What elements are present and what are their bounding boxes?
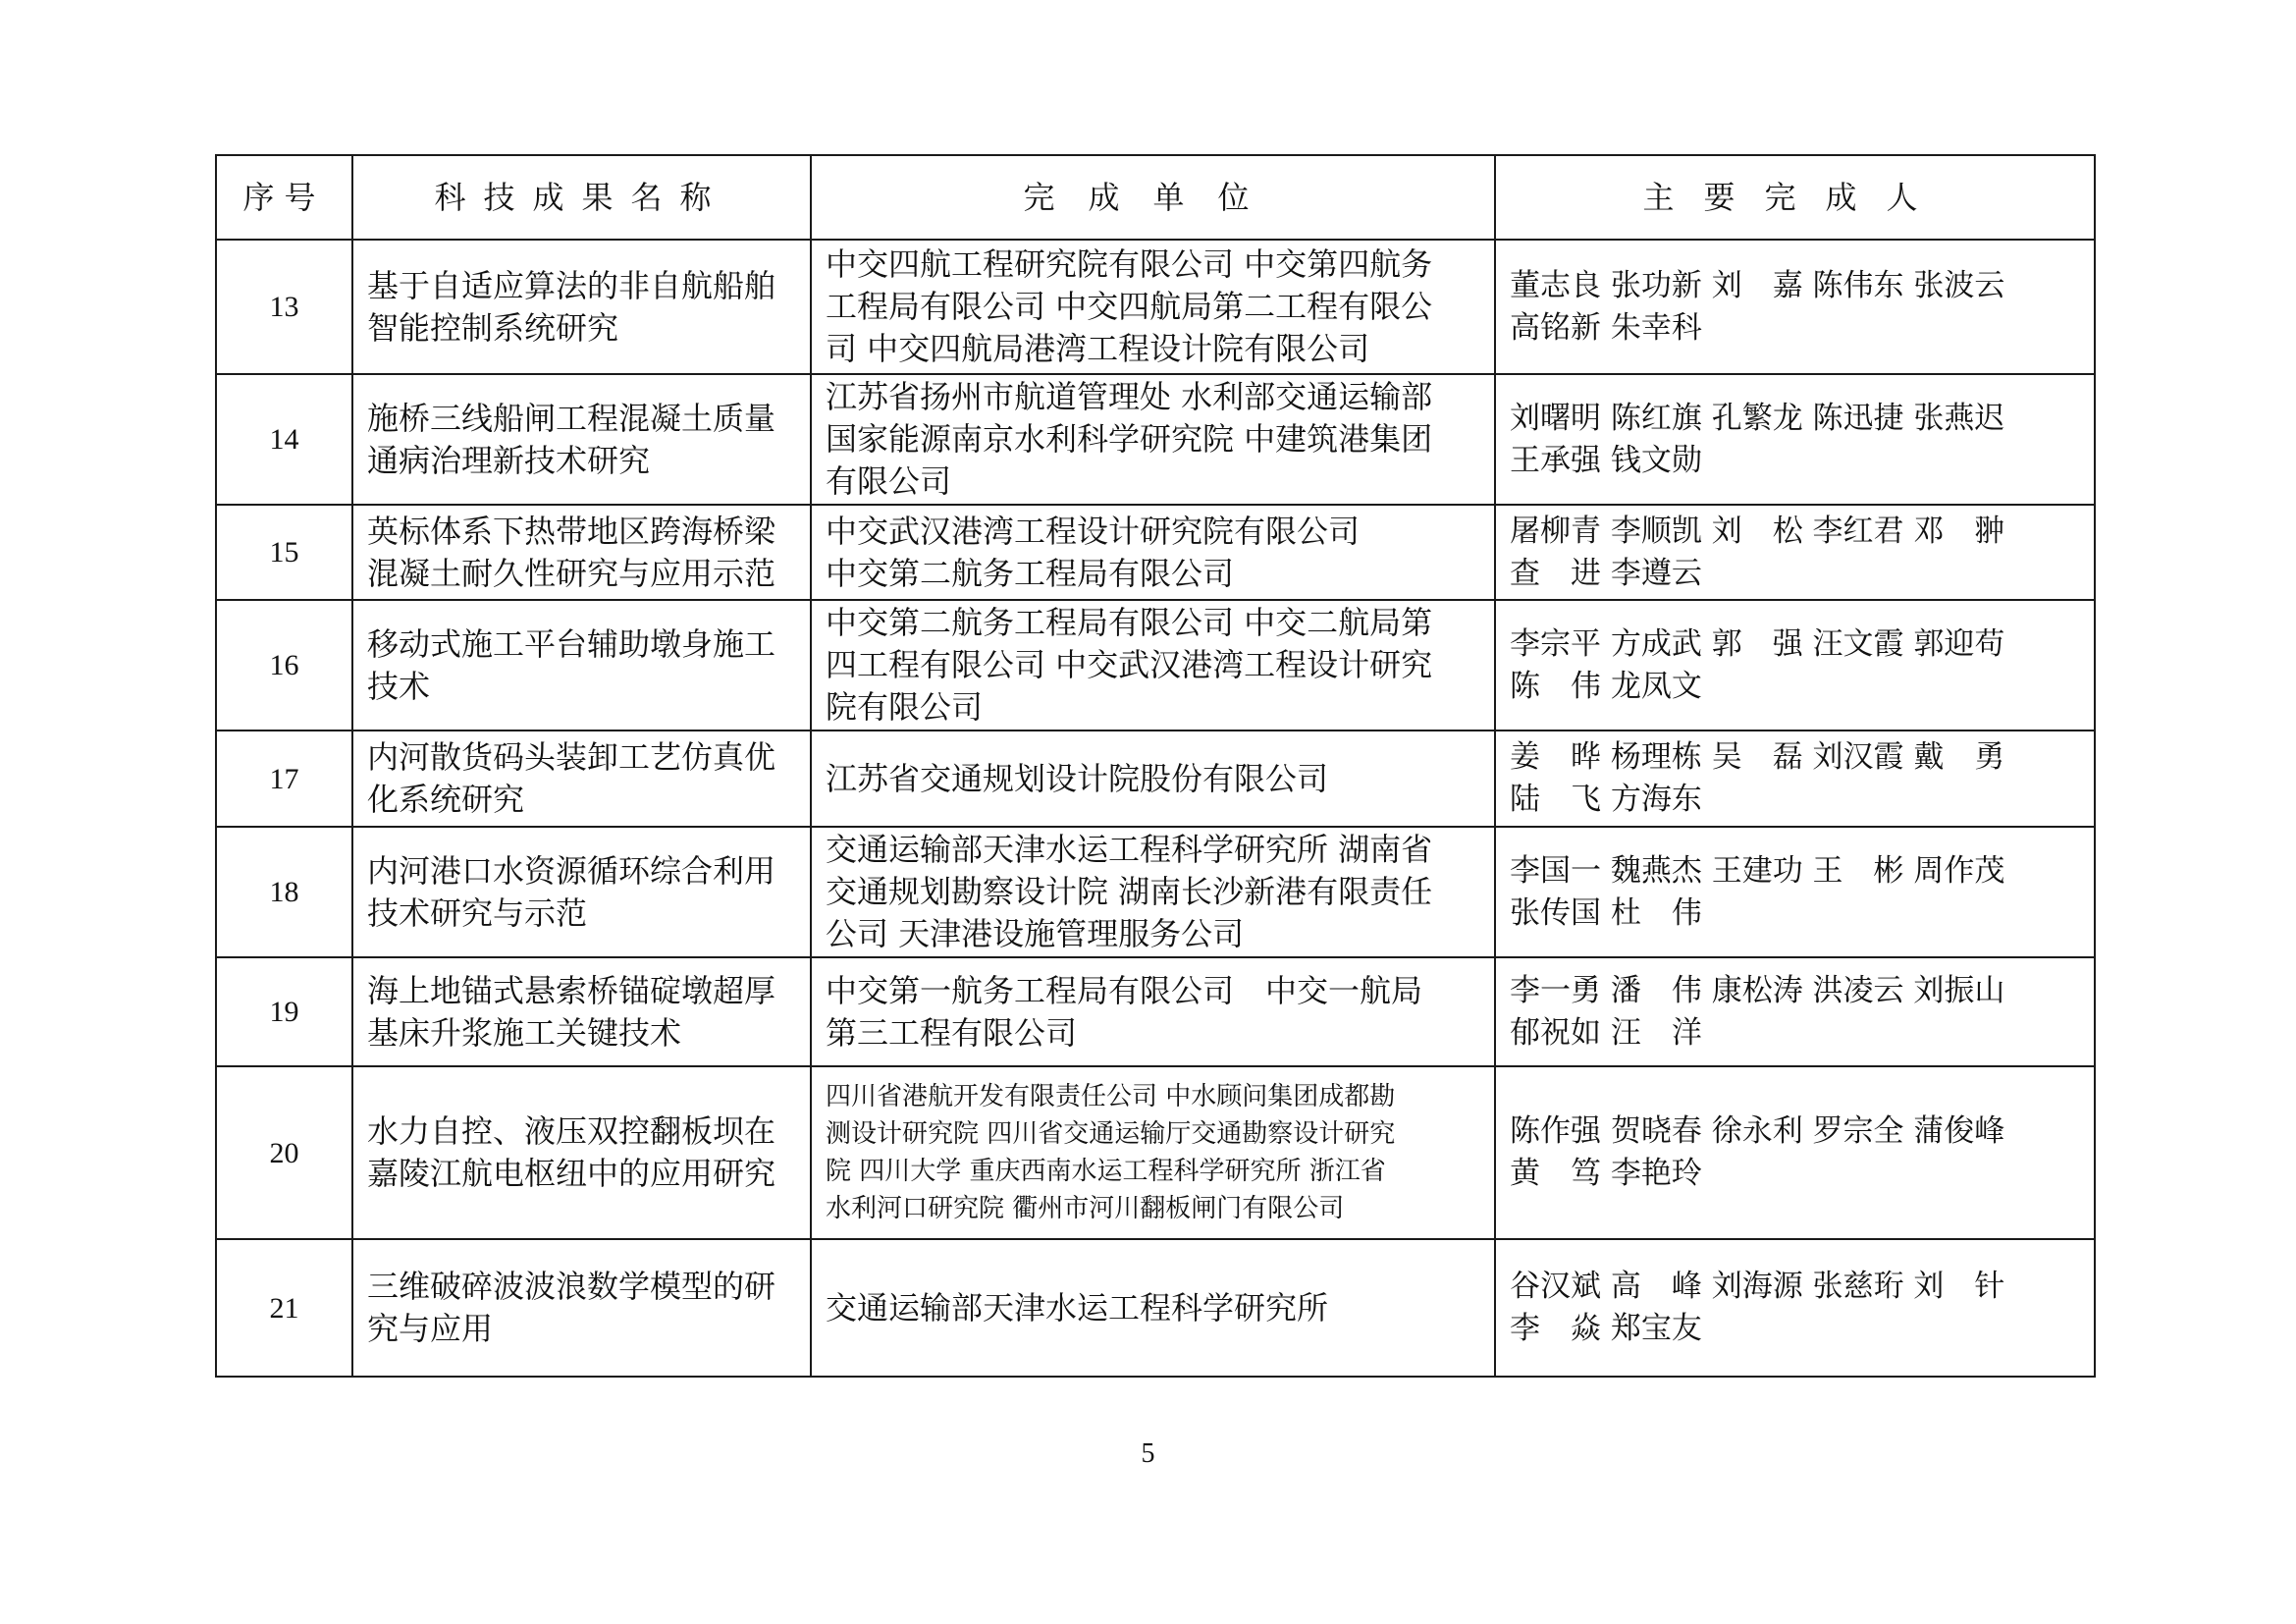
row-achievement-name: 基于自适应算法的非自航船舶 智能控制系统研究 xyxy=(367,266,776,347)
awards-table xyxy=(215,154,2096,1378)
row-achievement-name: 英标体系下热带地区跨海桥梁 混凝土耐久性研究与应用示范 xyxy=(367,512,776,592)
row-main-completers: 董志良 张功新 刘 嘉 陈伟东 张波云 高铭新 朱幸科 xyxy=(1510,267,2005,346)
row-seq: 20 xyxy=(216,1066,352,1239)
header-achievement-name: 科技成果名称 xyxy=(352,155,811,240)
header-main-completers: 主要完成人 xyxy=(1495,155,2095,240)
row-seq: 13 xyxy=(216,240,352,374)
row-main-completers: 姜 晔 杨理栋 吴 磊 刘汉霞 戴 勇 陆 飞 方海东 xyxy=(1510,739,2005,817)
row-main-completers: 李一勇 潘 伟 康松涛 洪凌云 刘振山 郁祝如 汪 洋 xyxy=(1510,972,2005,1051)
row-achievement-name: 移动式施工平台辅助墩身施工 技术 xyxy=(367,624,776,705)
row-seq: 16 xyxy=(216,600,352,731)
table-row xyxy=(216,1239,2095,1377)
row-seq: 14 xyxy=(216,374,352,505)
row-achievement-name: 三维破碎波波浪数学模型的研 究与应用 xyxy=(367,1268,776,1347)
row-seq: 15 xyxy=(216,505,352,600)
header-seq: 序号 xyxy=(216,155,352,240)
table-header-row xyxy=(216,155,2095,240)
table-row xyxy=(216,374,2095,505)
row-completing-unit: 四川省港航开发有限责任公司 中水顾问集团成都勘 测设计研究院 四川省交通运输厅交通勘察设计研究 院 四川大学 重庆西南水运工程科学研究所 浙江省 水利河口研究院 衢州市河川翻板闸门有限公司 xyxy=(826,1082,1396,1223)
row-completing-unit: 交通运输部天津水运工程科学研究所 xyxy=(826,1288,1329,1326)
row-seq: 18 xyxy=(216,827,352,957)
table-row xyxy=(216,827,2095,957)
table-row xyxy=(216,1066,2095,1239)
row-completing-unit: 中交四航工程研究院有限公司 中交第四航务 工程局有限公司 中交四航局第二工程有限公 司 中交四航局港湾工程设计院有限公司 xyxy=(826,245,1433,367)
row-completing-unit: 中交武汉港湾工程设计研究院有限公司 中交第二航务工程局有限公司 xyxy=(826,512,1361,592)
page-number: 5 xyxy=(1141,1438,1155,1469)
row-seq: 21 xyxy=(216,1239,352,1377)
row-achievement-name: 海上地锚式悬索桥锚碇墩超厚 基床升浆施工关键技术 xyxy=(367,971,776,1052)
row-completing-unit: 中交第一航务工程局有限公司 中交一航局 第三工程有限公司 xyxy=(826,971,1423,1052)
row-main-completers: 刘曙明 陈红旗 孔繁龙 陈迅捷 张燕迟 王承强 钱文勋 xyxy=(1510,400,2005,478)
row-seq: 17 xyxy=(216,731,352,827)
row-completing-unit: 江苏省扬州市航道管理处 水利部交通运输部 国家能源南京水利科学研究院 中建筑港集团 有限公司 xyxy=(826,378,1433,500)
row-main-completers: 李国一 魏燕杰 王建功 王 彬 周作茂 张传国 杜 伟 xyxy=(1510,852,2005,931)
row-main-completers: 屠柳青 李顺凯 刘 松 李红君 邓 翀 查 进 李遵云 xyxy=(1510,513,2005,591)
header-completing-unit: 完成单位 xyxy=(811,155,1495,240)
row-main-completers: 李宗平 方成武 郭 强 汪文霞 郭迎苟 陈 伟 龙凤文 xyxy=(1510,625,2005,704)
table-row xyxy=(216,957,2095,1066)
row-achievement-name: 内河散货码头装卸工艺仿真优 化系统研究 xyxy=(367,738,776,818)
table-row xyxy=(216,731,2095,827)
row-main-completers: 谷汉斌 高 峰 刘海源 张慈珩 刘 针 李 焱 郑宝友 xyxy=(1510,1269,2005,1346)
table-row xyxy=(216,505,2095,600)
row-achievement-name: 水力自控、液压双控翻板坝在 嘉陵江航电枢纽中的应用研究 xyxy=(367,1112,776,1192)
row-completing-unit: 中交第二航务工程局有限公司 中交二航局第 四工程有限公司 中交武汉港湾工程设计研究 院有限公司 xyxy=(826,604,1433,726)
row-seq: 19 xyxy=(216,957,352,1066)
row-achievement-name: 施桥三线船闸工程混凝土质量 通病治理新技术研究 xyxy=(367,399,776,479)
row-achievement-name: 内河港口水资源循环综合利用 技术研究与示范 xyxy=(367,851,776,932)
table-row xyxy=(216,240,2095,374)
row-completing-unit: 交通运输部天津水运工程科学研究所 湖南省 交通规划勘察设计院 湖南长沙新港有限责任 公司 天津港设施管理服务公司 xyxy=(826,831,1433,952)
table-row xyxy=(216,600,2095,731)
row-main-completers: 陈作强 贺晓春 徐永利 罗宗全 蒲俊峰 黄 笃 李艳玲 xyxy=(1510,1113,2005,1191)
row-completing-unit: 江苏省交通规划设计院股份有限公司 xyxy=(826,759,1329,797)
